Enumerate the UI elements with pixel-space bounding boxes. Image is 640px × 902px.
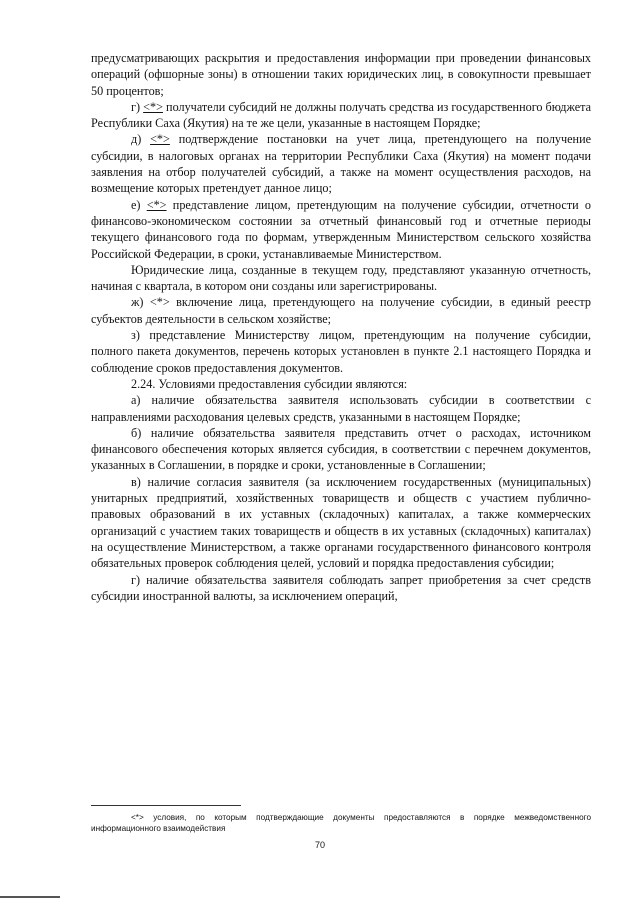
paragraph-lead: г) bbox=[131, 99, 144, 114]
page-number: 70 bbox=[314, 840, 325, 850]
section-heading-2-24 bbox=[91, 376, 591, 392]
paragraph-g-currency bbox=[91, 572, 591, 605]
paragraph-g-budget bbox=[91, 99, 591, 132]
paragraph-text: ж) <*> включение лица, претендующего на получение субсидии, в единый реестр субъектов деятельности в сельском хозяйстве; bbox=[91, 295, 591, 326]
paragraph-z-documents bbox=[91, 327, 591, 376]
footnote: <*> условия, по которым подтверждающие документы предоставляются в порядке межведомственного информационного взаимодействия bbox=[91, 813, 591, 833]
paragraph-b-report bbox=[91, 425, 591, 474]
paragraph-lead: д) bbox=[131, 132, 151, 147]
paragraph-offshore-continuation bbox=[91, 50, 591, 99]
paragraph-text: б) наличие обязательства заявителя представить отчет о расходах, источником финансового обеспечения которых является субсидия, в соответствии с перечнем документов, указанных в Соглашении, в порядке и сроки, установленные в Соглашении; bbox=[91, 425, 591, 473]
footnote-marker: <*> bbox=[146, 197, 167, 212]
paragraph-text: 2.24. Условиями предоставления субсидии являются: bbox=[131, 376, 408, 391]
paragraph-zh-registry bbox=[91, 294, 591, 327]
paragraph-e-reporting bbox=[91, 197, 591, 262]
paragraph-v-consent bbox=[91, 474, 591, 572]
scan-edge-mark bbox=[0, 896, 60, 898]
paragraph-a-usage bbox=[91, 392, 591, 425]
paragraph-legal-entities bbox=[91, 262, 591, 295]
footnote-divider bbox=[91, 805, 241, 806]
paragraph-d-tax-registration bbox=[91, 131, 591, 196]
footnote-marker: <*> bbox=[150, 132, 170, 147]
paragraph-text: з) представление Министерству лицом, претендующим на получение субсидии, полного пакета документов, перечень которых установлен в пункте 2.1 настоящего Порядка и соблюдение сроков предоставления документов. bbox=[91, 328, 591, 375]
document-body bbox=[91, 50, 591, 604]
paragraph-lead: е) bbox=[131, 197, 147, 212]
footnote-marker: <*> bbox=[143, 99, 163, 114]
paragraph-text: получатели субсидий не должны получать средства из государственного бюджета Республики Саха (Якутия) на те же цели, указанные в настоящем Порядке; bbox=[91, 99, 591, 131]
paragraph-text: в) наличие согласия заявителя (за исключением государственных (муниципальных) унитарных предприятий, хозяйственных товариществ и обществ с участием публично-правовых образований в их уставных (складочных) капиталах, а также коммерческих организаций с участием таких товариществ и обществ в их уставных (складочных) капиталах) на осуществление Министерством, а также органами государственного финансового контроля обязательных проверок соблюдения целей, условий и порядка предоставления субсидии; bbox=[91, 474, 591, 571]
paragraph-text: представление лицом, претендующим на получение субсидии, отчетности о финансово-экономическом состоянии за отчетный финансовый год и отчетные периоды текущего финансового года по формам, утвержденным Министерством сельского хозяйства Российской Федерации, в сроки, устанавливаемые Министерством. bbox=[91, 197, 591, 261]
paragraph-text: Юридические лица, созданные в текущем году, представляют указанную отчетность, начиная с квартала, в котором они созданы или зарегистрированы. bbox=[91, 262, 591, 294]
paragraph-text: а) наличие обязательства заявителя использовать субсидии в соответствии с направлениями расходования целевых средств, указанными в настоящем Порядке; bbox=[91, 393, 591, 424]
paragraph-text: подтверждение постановки на учет лица, претендующего на получение субсидии, в налоговых органах на территории Республики Саха (Якутия) на момент подачи заявления на отбор получателей субсидий, а также на момент осуществления расходов, на возмещение которых претендует данное лицо; bbox=[91, 132, 591, 196]
paragraph-text: предусматривающих раскрытия и предоставления информации при проведении финансовых операций (офшорные зоны) в отношении таких юридических лиц, в совокупности превышает 50 процентов; bbox=[91, 51, 591, 98]
paragraph-text: г) наличие обязательства заявителя соблюдать запрет приобретения за счет средств субсидии иностранной валюты, за исключением операций, bbox=[91, 572, 591, 603]
